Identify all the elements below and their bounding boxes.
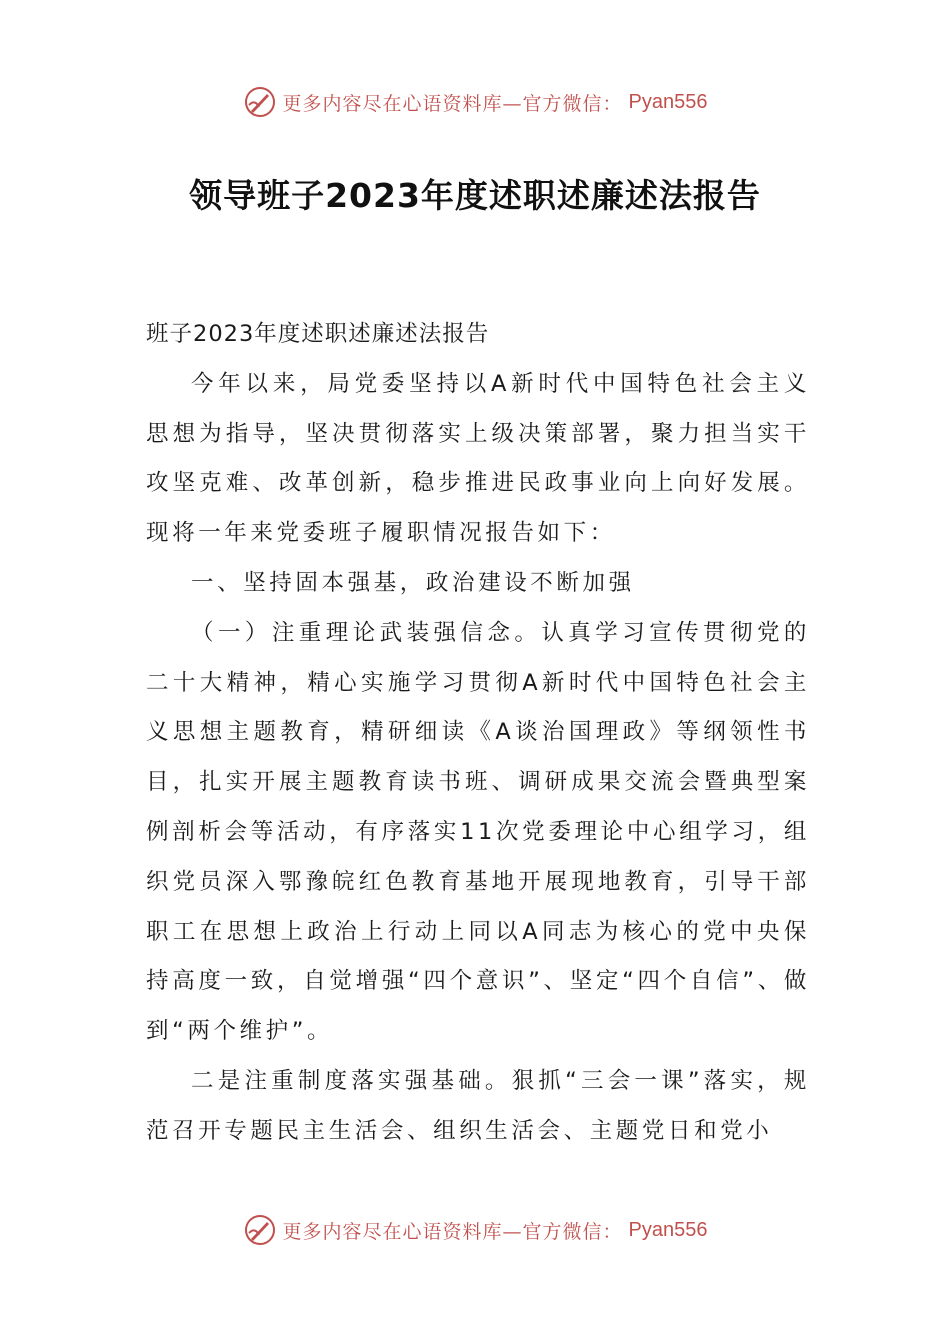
body-paragraph-system: 二是注重制度落实强基础。狠抓“三会一课”落实，规范召开专题民主生活会、组织生活会、主题党日和党小	[146, 1067, 810, 1144]
body-subtitle: 班子2023年度述职述廉述法报告	[146, 321, 490, 347]
quill-pen-logo-icon	[243, 1213, 277, 1247]
quill-pen-logo-icon	[243, 85, 277, 119]
body-paragraph-theory: （一）注重理论武装强信念。认真学习宣传贯彻党的二十大精神，精心实施学习贯彻A新时代中国特色社会主义思想主题教育，精研细读《A谈治国理政》等纲领性书目，扎实开展主题教育读书班、调研成果交流会暨典型案例剖析会等活动，有序落实11次党委理论中心组学习，组织党员深入鄂豫皖红色教育基地开展现地教育，引导干部职工在思想上政治上行动上同以A同志为核心的党中央保持高度一致，自觉增强“四个意识”、坚定“四个自信”、做到“两个维护”。	[146, 619, 810, 1045]
watermark-footer	[0, 1210, 950, 1250]
watermark-header	[0, 82, 950, 122]
watermark-wechat-id: Pyan556	[628, 90, 708, 113]
watermark-text: 更多内容尽在心语资料库—官方微信：	[282, 1220, 623, 1243]
watermark-wechat-id: Pyan556	[628, 1218, 708, 1241]
section-heading-1: 一、坚持固本强基，政治建设不断加强	[191, 569, 635, 596]
document-body	[146, 310, 810, 1157]
document-title: 领导班子2023年度述职述廉述法报告	[189, 176, 761, 215]
watermark-text: 更多内容尽在心语资料库—官方微信：	[282, 92, 623, 115]
body-paragraph-intro: 今年以来，局党委坚持以A新时代中国特色社会主义思想为指导，坚决贯彻落实上级决策部署，聚力担当实干攻坚克难、改革创新，稳步推进民政事业向上向好发展。现将一年来党委班子履职情况报告如下：	[146, 370, 810, 547]
